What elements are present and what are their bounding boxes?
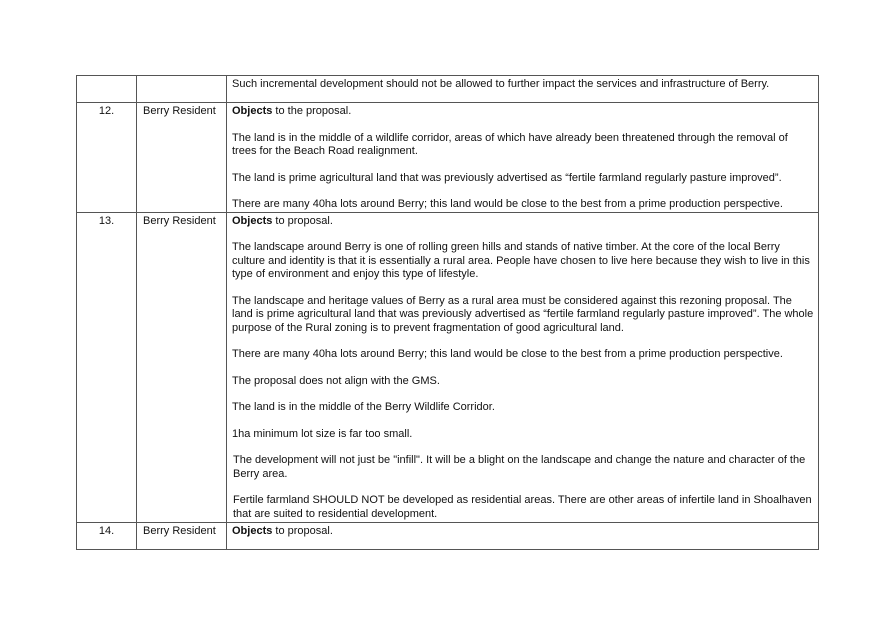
submissions-table: [76, 75, 819, 550]
row-number-cell: 14.: [77, 522, 137, 549]
comment-paragraph: The landscape around Berry is one of rolling green hills and stands of native timber. At the core of the local Berry culture and identity is that it is essentially a rural area. People have chosen to live here because they wish to live in this type of environment and enjoy this type of lifestyle.: [232, 241, 810, 280]
objects-label: Objects: [232, 105, 273, 117]
comment-paragraph: The land is prime agricultural land that was previously advertised as “fertile farmland regularly pasture improved”.: [232, 171, 782, 184]
row-number-cell: [77, 76, 137, 103]
submitter-cell: Berry Resident: [137, 103, 227, 213]
comment-cell: [227, 76, 819, 103]
comment-cell: [227, 212, 819, 522]
table-row: [77, 522, 819, 549]
comment-cell: [227, 103, 819, 213]
comment-paragraph: The land is in the middle of a wildlife corridor, areas of which have already been threatened through the removal of trees for the Beach Road realignment.: [232, 131, 788, 157]
comment-lead: Objects to the proposal.: [232, 105, 352, 117]
submitter-cell: [137, 76, 227, 103]
comment-paragraph: The land is in the middle of the Berry Wildlife Corridor.: [232, 401, 495, 413]
submitter-cell: Berry Resident: [137, 522, 227, 549]
comment-paragraph: The landscape and heritage values of Berry as a rural area must be considered against this rezoning proposal. The land is prime agricultural land that was previously advertised as “fertile farmland regularly pasture improved”. The whole purpose of the Rural zoning is to prevent fragmentation of good agricultural land.: [232, 294, 814, 334]
submitter-cell: Berry Resident: [137, 212, 227, 522]
comment-cell: [227, 522, 819, 549]
table-row: [77, 212, 819, 522]
comment-paragraph: There are many 40ha lots around Berry; this land would be close to the best from a prime production perspective.: [232, 198, 783, 210]
row-number-cell: 13.: [77, 212, 137, 522]
table-row: [77, 103, 819, 213]
comment-paragraph: Such incremental development should not be allowed to further impact the services and infrastructure of Berry.: [232, 78, 770, 90]
comment-paragraph: There are many 40ha lots around Berry; this land would be close to the best from a prime production perspective.: [232, 348, 783, 360]
comment-lead: Objects to proposal.: [232, 524, 333, 537]
objects-label: Objects: [232, 524, 273, 537]
comment-lead: Objects to proposal.: [232, 214, 333, 227]
row-number-cell: 12.: [77, 103, 137, 213]
comment-paragraph: 1ha minimum lot size is far too small.: [232, 427, 413, 440]
comment-paragraph: The development will not just be "infill". It will be a blight on the landscape and change the nature and character of the Berry area.: [233, 454, 806, 480]
comment-paragraph: Fertile farmland SHOULD NOT be developed as residential areas. There are other areas of infertile land in Shoalhaven that are suited to residential development.: [233, 494, 812, 520]
table-row: [77, 76, 819, 103]
comment-paragraph: The proposal does not align with the GMS.: [232, 374, 440, 387]
objects-label: Objects: [232, 214, 273, 227]
